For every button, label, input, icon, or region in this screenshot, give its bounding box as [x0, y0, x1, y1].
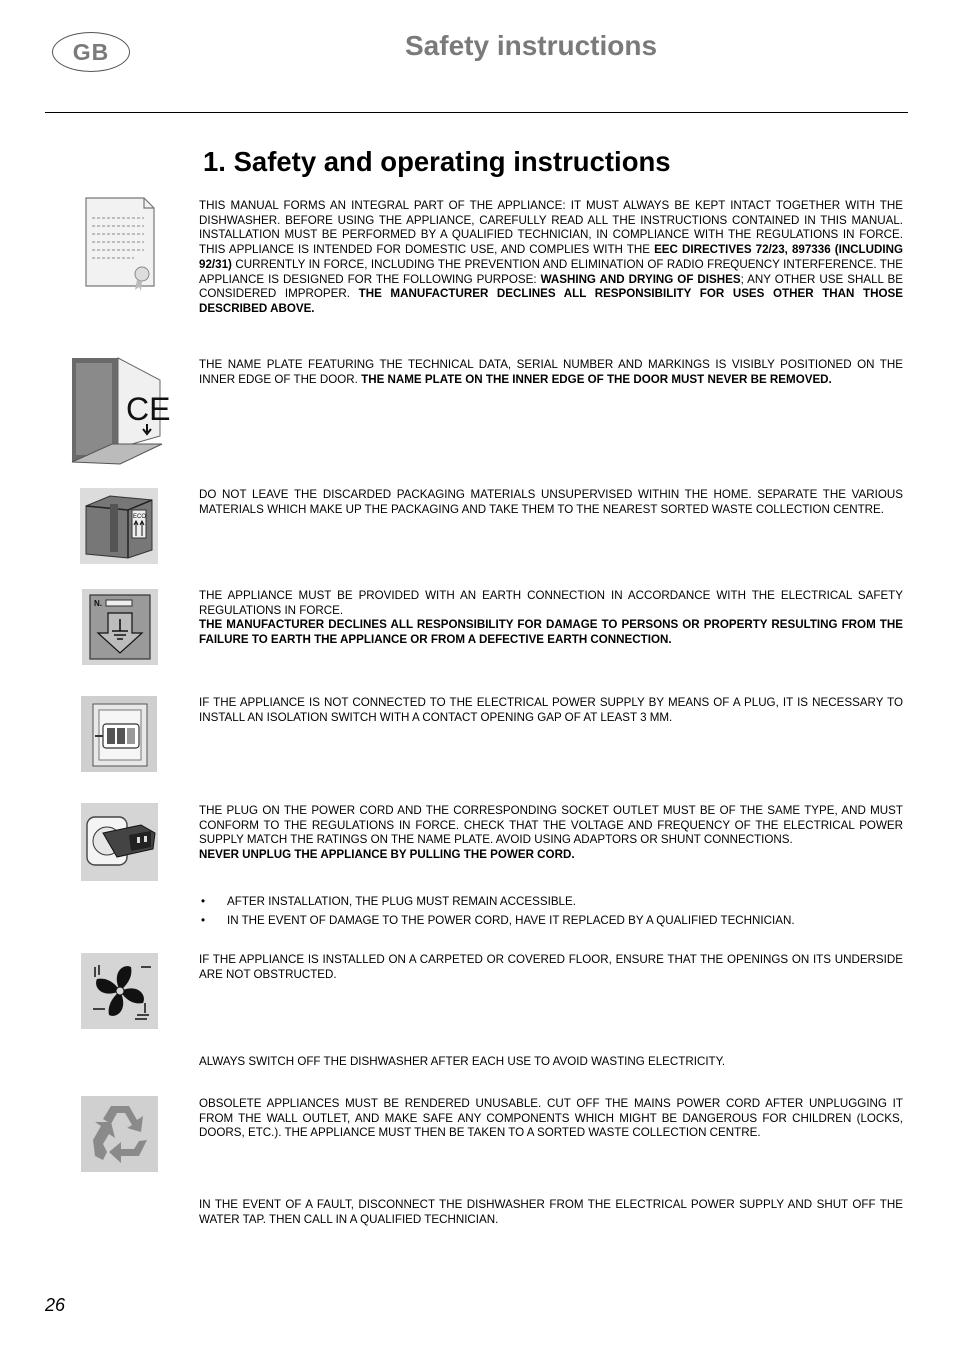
earth-connection-icon [82, 589, 158, 665]
isolation-switch-icon [81, 696, 157, 772]
list-item: • AFTER INSTALLATION, THE PLUG MUST REMAIN ACCESSIBLE. [199, 895, 903, 910]
section-title: 1. Safety and operating instructions [203, 146, 671, 177]
page-header-title: Safety instructions [405, 30, 658, 61]
isolation-switch-paragraph: IF THE APPLIANCE IS NOT CONNECTED TO THE ELECTRICAL POWER SUPPLY BY MEANS OF A PLUG, IT IS NECESSARY TO INSTALL AN ISOLATION SWITCH WITH A CONTACT OPENING GAP OF AT LEAST 3 MM. [199, 696, 903, 724]
nameplate-ce-icon [72, 358, 171, 464]
page-number: 26 [45, 1295, 66, 1315]
name-plate-paragraph: THE NAME PLATE FEATURING THE TECHNICAL DATA, SERIAL NUMBER AND MARKINGS IS VISIBLY POSITIONED ON THE INNER EDGE OF THE DOOR. THE NAME PLATE ON THE INNER EDGE OF THE DOOR MUST NEVER BE REMOVED. [199, 358, 903, 386]
fault-paragraph: IN THE EVENT OF A FAULT, DISCONNECT THE DISHWASHER FROM THE ELECTRICAL POWER SUPPLY AND SHUT OFF THE WATER TAP. THEN CALL IN A QUALIFIED TECHNICIAN. [199, 1198, 903, 1226]
plug-socket-paragraph: THE PLUG ON THE POWER CORD AND THE CORRESPONDING SOCKET OUTLET MUST BE OF THE SAME TYPE, AND MUST CONFORM TO THE REGULATIONS IN FORCE. CHECK THAT THE VOLTAGE AND FREQUENCY OF THE ELECTRICAL POWER SUPPLY MATCH THE RATINGS ON THE NAME PLATE. AVOID USING ADAPTORS OR SHUNT CONNECTIONS. NEVER UNPLUG THE APPLIANCE BY PULLING THE POWER CORD. [199, 804, 903, 862]
language-badge-label: GB [72, 38, 110, 65]
packaging-paragraph: DO NOT LEAVE THE DISCARDED PACKAGING MATERIALS UNSUPERVISED WITHIN THE HOME. SEPARATE THE VARIOUS MATERIALS WHICH MAKE UP THE PACKAGING AND TAKE THEM TO THE NEAREST SORTED WASTE COLLECTION CENTRE. [199, 488, 903, 516]
header-divider [45, 112, 908, 113]
floor-openings-paragraph: IF THE APPLIANCE IS INSTALLED ON A CARPETED OR COVERED FLOOR, ENSURE THAT THE OPENINGS ON ITS UNDERSIDE ARE NOT OBSTRUCTED. [199, 953, 903, 981]
language-badge [52, 32, 130, 72]
packaging-box-icon [80, 488, 158, 564]
ventilation-fan-icon [81, 953, 158, 1029]
ce-mark: CE [126, 391, 171, 427]
box-label: ECO [133, 514, 147, 520]
recycling-icon [81, 1096, 158, 1172]
list-item: • IN THE EVENT OF DAMAGE TO THE POWER CORD, HAVE IT REPLACED BY A QUALIFIED TECHNICIAN. [199, 914, 903, 929]
switch-off-paragraph: ALWAYS SWITCH OFF THE DISHWASHER AFTER EACH USE TO AVOID WASTING ELECTRICITY. [199, 1055, 726, 1068]
nameplate-n-label: N. [94, 599, 102, 608]
plug-bullet-list [199, 895, 903, 932]
plug-socket-icon [81, 803, 158, 881]
earth-connection-paragraph: THE APPLIANCE MUST BE PROVIDED WITH AN EARTH CONNECTION IN ACCORDANCE WITH THE ELECTRICAL SAFETY REGULATIONS IN FORCE. THE MANUFACTURER DECLINES ALL RESPONSIBILITY FOR DAMAGE TO PERSONS OR PROPERTY RESULTING FROM THE FAILURE TO EARTH THE APPLIANCE OR FROM A DEFECTIVE EARTH CONNECTION. [199, 589, 903, 647]
manual-integrity-paragraph: THIS MANUAL FORMS AN INTEGRAL PART OF THE APPLIANCE: IT MUST ALWAYS BE KEPT INTACT TOGETHER WITH THE DISHWASHER. BEFORE USING THE APPLIANCE, CAREFULLY READ ALL THE INSTRUCTIONS CONTAINED IN THIS MANUAL. INSTALLATION MUST BE PERFORMED BY A QUALIFIED TECHNICIAN, IN COMPLIANCE WITH THE REGULATIONS IN FORCE. THIS APPLIANCE IS INTENDED FOR DOMESTIC USE, AND COMPLIES WITH THE EEC DIRECTIVES 72/23, 897336 (INCLUDING 92/31) CURRENTLY IN FORCE, INCLUDING THE PREVENTION AND ELIMINATION OF RADIO FREQUENCY INTERFERENCE. THE APPLIANCE IS DESIGNED FOR THE FOLLOWING PURPOSE: WASHING AND DRYING OF DISHES; ANY OTHER USE SHALL BE CONSIDERED IMPROPER. THE MANUFACTURER DECLINES ALL RESPONSIBILITY FOR USES OTHER THAN THOSE DESCRIBED ABOVE. [199, 199, 904, 315]
obsolete-appliance-paragraph: OBSOLETE APPLIANCES MUST BE RENDERED UNUSABLE. CUT OFF THE MAINS POWER CORD AFTER UNPLUGGING IT FROM THE WALL OUTLET, AND MAKE SAFE ANY COMPONENTS WHICH MIGHT BE DANGEROUS FOR CHILDREN (LOCKS, DOORS, ETC.). THE APPLIANCE MUST THEN BE TAKEN TO A SORTED WASTE COLLECTION CENTRE. [199, 1097, 903, 1140]
certificate-document-icon [84, 196, 156, 292]
